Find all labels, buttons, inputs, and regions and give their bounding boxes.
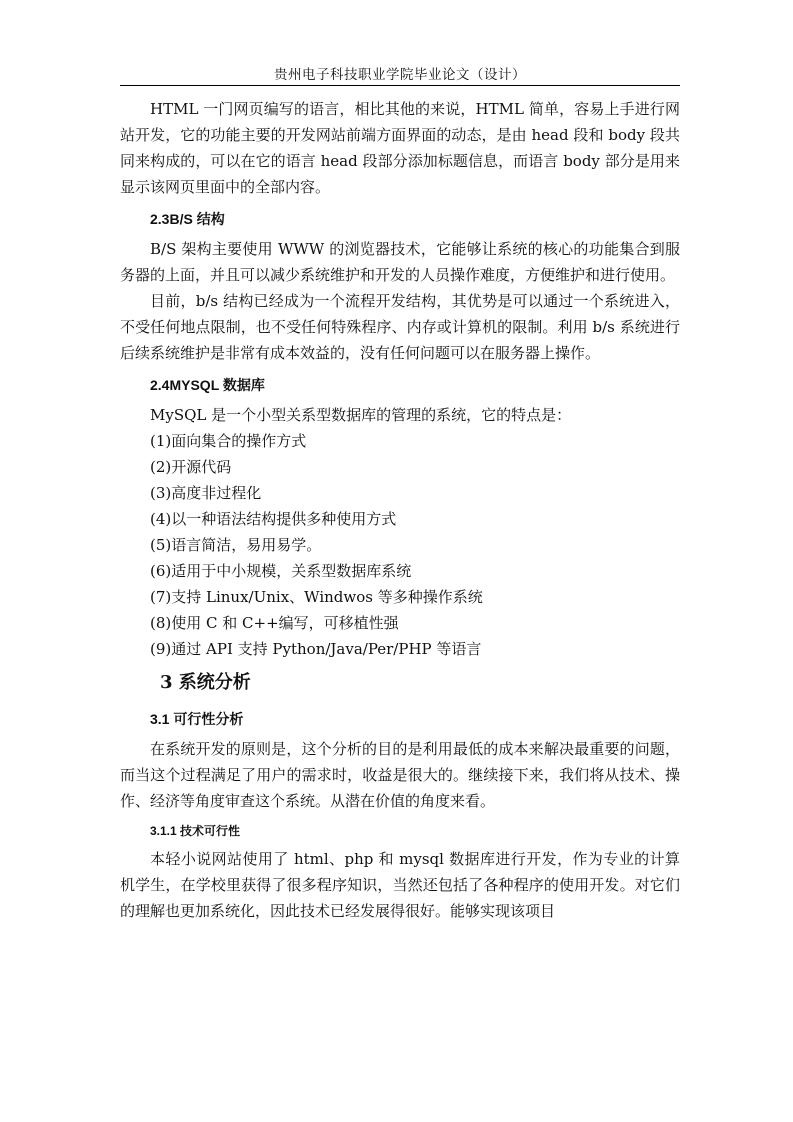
list-item: (9)通过 API 支持 Python/Java/Per/PHP 等语言 (150, 640, 482, 658)
list-item: (3)高度非过程化 (150, 484, 262, 502)
paragraph-mysql-intro: MySQL 是一个小型关系型数据库的管理的系统，它的特点是： (150, 406, 572, 424)
paragraph-bs-advantages: 目前，b/s 结构已经成为一个流程开发结构，其优势是可以通过一个系统进入，不受任何地点限制，也不受任何特殊程序、内存或计算机的限制。利用 b/s 系统进行后续系统维护是非常有成本效益的，没有任何问题可以在服务器上操作。 (120, 292, 680, 362)
heading-3-1-feasibility: 3.1 可行性分析 (150, 711, 244, 727)
page-header: 贵州电子科技职业学院毕业论文（设计） (274, 67, 526, 83)
mysql-feature-list (120, 428, 680, 662)
heading-2-3-bs-structure: 2.3B/S 结构 (150, 211, 225, 227)
list-item: (8)使用 C 和 C++编写，可移植性强 (150, 614, 399, 632)
heading-3-system-analysis: 3 系统分析 (160, 672, 251, 693)
paragraph-html-intro: HTML 一门网页编写的语言，相比其他的来说，HTML 简单，容易上手进行网站开发，它的功能主要的开发网站前端方面界面的动态，是由 head 段和 body 段共同来构成的，可以在它的语言 head 段部分添加标题信息，而语言 body 部分是用来显示该网页里面中的全部内容。 (120, 100, 680, 196)
list-item: (5)语言简洁，易用易学。 (150, 536, 322, 554)
heading-3-1-1-technical-feasibility: 3.1.1 技术可行性 (150, 824, 241, 838)
heading-2-4-mysql: 2.4MYSQL 数据库 (150, 377, 265, 393)
list-item: (6)适用于中小规模，关系型数据库系统 (150, 562, 412, 580)
list-item: (1)面向集合的操作方式 (150, 432, 307, 450)
list-item: (4)以一种语法结构提供多种使用方式 (150, 510, 397, 528)
list-item: (7)支持 Linux/Unix、Windwos 等多种操作系统 (150, 588, 483, 606)
header-rule (120, 85, 680, 86)
paragraph-bs-architecture: B/S 架构主要使用 WWW 的浏览器技术，它能够让系统的核心的功能集合到服务器的上面，并且可以减少系统维护和开发的人员操作难度，方便维护和进行使用。 (120, 240, 680, 284)
list-item: (2)开源代码 (150, 458, 232, 476)
paragraph-technical-feasibility: 本轻小说网站使用了 html、php 和 mysql 数据库进行开发，作为专业的计算机学生，在学校里获得了很多程序知识，当然还包括了各种程序的使用开发。对它们的理解也更加系统化，因此技术已经发展得很好。能够实现该项目 (120, 850, 680, 920)
page-content (120, 96, 680, 924)
paragraph-feasibility: 在系统开发的原则是，这个分析的目的是利用最低的成本来解决最重要的问题，而当这个过程满足了用户的需求时，收益是很大的。继续接下来，我们将从技术、操作、经济等角度审查这个系统。从潜在价值的角度来看。 (120, 740, 680, 810)
